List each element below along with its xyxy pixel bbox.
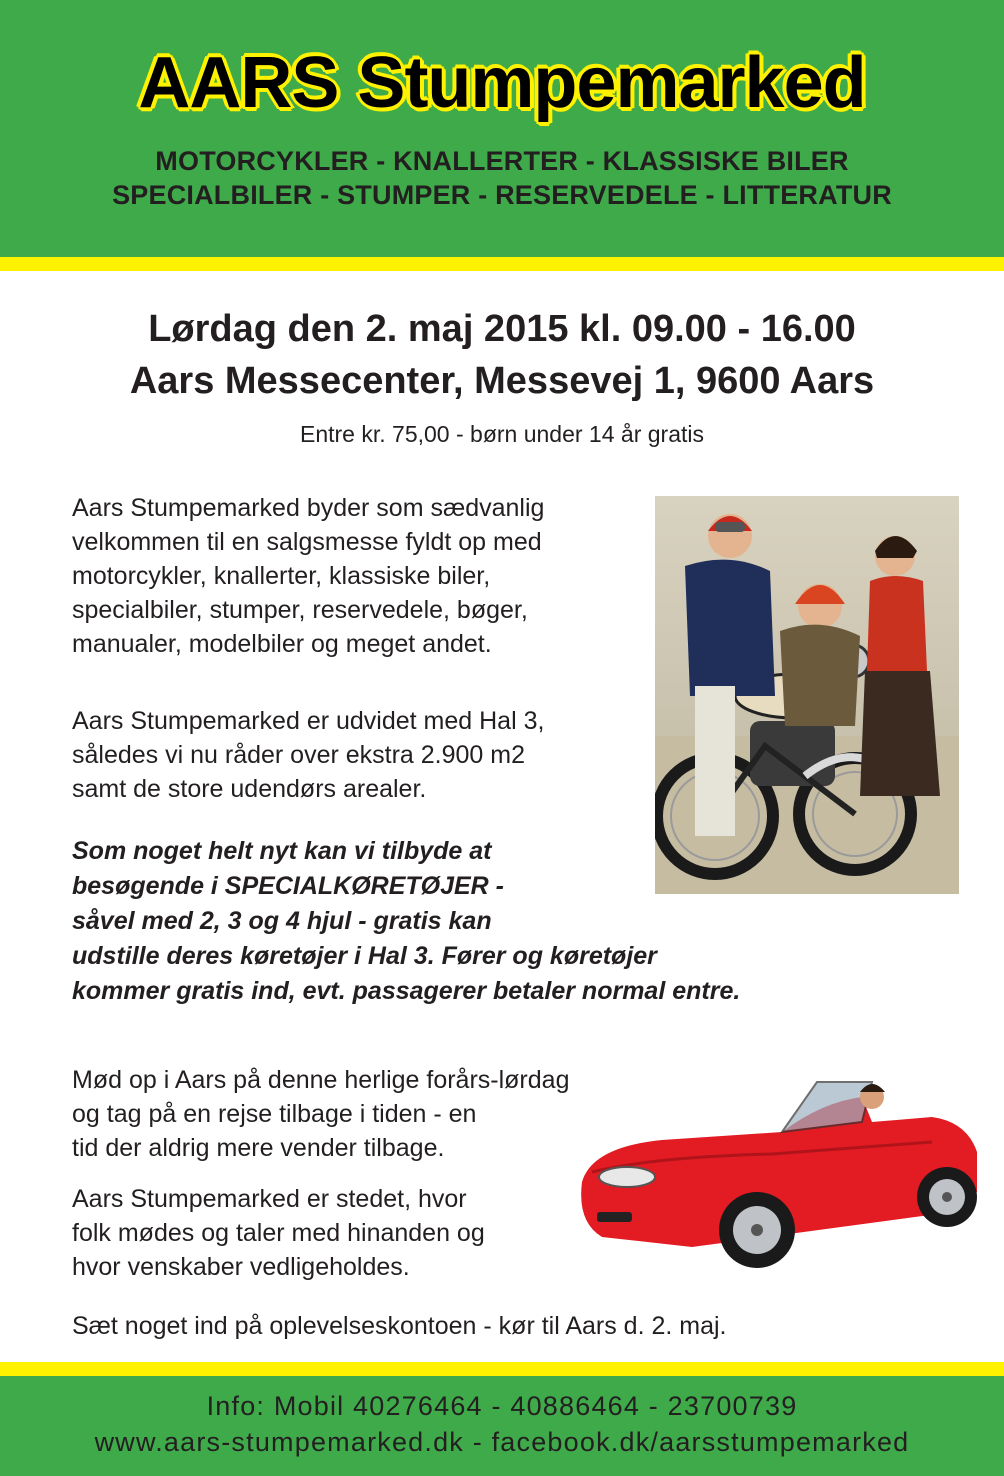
event-venue-line: Aars Messecenter, Messevej 1, 9600 Aars (129, 360, 875, 402)
entry-price: Entre kr. 75,00 - børn under 14 år gratis (300, 421, 704, 447)
invitation-paragraph: Mød op i Aars på denne herlige forårs-lørdag og tag på en rejse tilbage i tiden - en tid der aldrig mere vender tilbage. (72, 1066, 570, 1162)
footer-phone-info: Info: Mobil 40276464 - 40886464 - 23700739 (206, 1391, 798, 1421)
header-banner (0, 0, 1004, 257)
closing-paragraph: Sæt noget ind på oplevelseskontoen - kør til Aars d. 2. maj. (72, 1312, 727, 1340)
motorcycle-photo (655, 496, 959, 894)
red-convertible-car-photo (572, 1062, 982, 1274)
categories-line-2: SPECIALBILER - STUMPER - RESERVEDELE - LITTERATUR (112, 180, 892, 210)
event-date-line: Lørdag den 2. maj 2015 kl. 09.00 - 16.00 (148, 308, 856, 350)
footer-web-links: www.aars-stumpemarked.dk - facebook.dk/aarsstumpemarked (94, 1427, 910, 1457)
intro-paragraph: Aars Stumpemarked byder som sædvanlig velkommen til en salgsmesse fyldt op med motorcykler, knallerter, klassiske biler, specialbiler, stumper, reservedele, bøger, manualer, modelbiler og meget andet. (72, 494, 545, 658)
header-yellow-stripe (0, 257, 1004, 271)
special-vehicles-paragraph: Som noget helt nyt kan vi tilbyde at besøgende i SPECIALKØRETØJER - såvel med 2, 3 og 4 hjul - gratis kan udstille deres køretøjer i Hal 3. Fører og køretøjer kommer gratis ind, evt. passagerer betaler normal entre. (72, 837, 741, 1005)
expansion-paragraph: Aars Stumpemarked er udvidet med Hal 3, således vi nu råder over ekstra 2.900 m2 samt de store udendørs arealer. (72, 707, 545, 803)
categories-line-1: MOTORCYKLER - KNALLERTER - KLASSISKE BILER (155, 146, 849, 176)
poster-title: AARS Stumpemarked (138, 43, 866, 123)
meeting-place-paragraph: Aars Stumpemarked er stedet, hvor folk mødes og taler med hinanden og hvor venskaber vedligeholdes. (72, 1185, 485, 1281)
footer-yellow-stripe (0, 1362, 1004, 1376)
